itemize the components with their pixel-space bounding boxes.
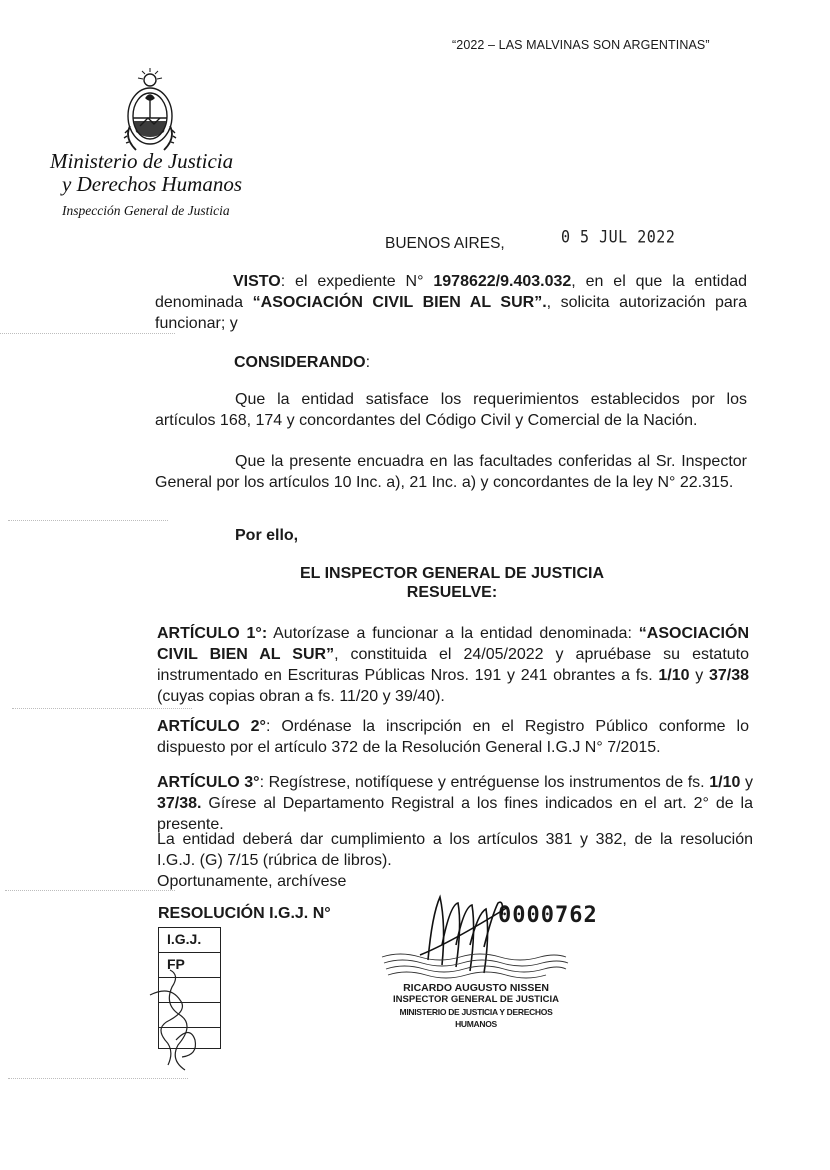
articulo-3-paragraph-2: La entidad deberá dar cumplimiento a los artículos 381 y 382, de la resolución I.G.J. (G) 7/15 (rúbrica de libros). <box>157 831 753 869</box>
initials-box-header: I.G.J. <box>159 928 220 953</box>
visto-paragraph <box>155 271 747 334</box>
articulo-3 <box>157 772 753 835</box>
scan-artifact <box>12 708 192 709</box>
visto-text-3: , solicita autorización para funcionar; y <box>155 294 747 332</box>
articulo-3-fs-1: 1/10 <box>709 774 741 791</box>
por-ello: Por ello, <box>235 527 299 544</box>
signer-ministry: MINISTERIO DE JUSTICIA Y DERECHOS HUMANOS <box>399 1007 553 1029</box>
considerando-paragraph-2: Que la presente encuadra en las facultades conferidas al Sr. Inspector General por los artículos 10 Inc. a), 21 Inc. a) y concordantes de la ley N° 22.315. <box>155 453 747 491</box>
considerando-paragraph-1: Que la entidad satisface los requerimientos establecidos por los artículos 168, 174 y concordantes del Código Civil y Comercial de la Nación. <box>155 391 747 429</box>
ministry-line-1: Ministerio de Justicia <box>50 149 234 173</box>
signer-title: INSPECTOR GENERAL DE JUSTICIA <box>393 994 559 1005</box>
scan-artifact <box>8 520 168 521</box>
resolves-heading <box>252 564 652 602</box>
articulo-1-text-4: (cuyas copias obran a fs. 11/20 y 39/40). <box>157 688 445 705</box>
visto-text-1: : el expediente N° <box>280 273 434 290</box>
motto-header: “2022 – LAS MALVINAS SON ARGENTINAS” <box>452 38 710 52</box>
considerando-heading <box>234 354 370 372</box>
argentina-coat-of-arms-icon <box>118 66 182 156</box>
articulo-1-text-1: Autorízase a funcionar a la entidad denominada: <box>267 625 639 642</box>
signature-icon <box>380 885 580 985</box>
resolves-heading-line-1: EL INSPECTOR GENERAL DE JUSTICIA <box>299 565 605 582</box>
considerando-colon: : <box>365 354 371 371</box>
considerando-label: CONSIDERANDO <box>234 354 366 371</box>
visto-text-2: , en el que la entidad denominada <box>155 273 748 311</box>
initials-box-initials: FP <box>159 953 220 978</box>
articulo-2 <box>157 716 749 758</box>
articulo-1-text-3: y <box>689 667 709 684</box>
visto-label: VISTO <box>233 273 281 290</box>
articulo-2-label: ARTÍCULO 2° <box>157 718 266 735</box>
place: BUENOS AIRES, <box>385 235 505 252</box>
articulo-2-text: : Ordénase la inscripción en el Registro Público conforme lo dispuesto por el artículo 372 de la Resolución General I.G.J N° 7/2015. <box>157 718 749 756</box>
articulo-1-entity: “ASOCIACIÓN CIVIL BIEN AL SUR” <box>157 625 749 663</box>
articulo-3-fs-2: 37/38. <box>157 795 202 812</box>
articulo-1-fs-1: 1/10 <box>658 667 690 684</box>
articulo-3-paragraph-3: Oportunamente, archívese <box>157 873 347 890</box>
resolves-heading-line-2: RESUELVE: <box>406 584 498 601</box>
articulo-3-label: ARTÍCULO 3° <box>157 774 260 791</box>
ministry-line-2: y Derechos Humanos <box>62 172 243 196</box>
scan-artifact <box>0 333 175 334</box>
resolution-number: 0000762 <box>498 903 598 928</box>
scan-artifact <box>5 890 175 891</box>
date-stamp: 0 5 JUL 2022 <box>561 226 676 248</box>
scan-artifact <box>8 1078 188 1079</box>
signer-name: RICARDO AUGUSTO NISSEN <box>403 982 549 994</box>
articulo-3-text-2: y <box>740 774 753 791</box>
initials-scribble-icon <box>140 965 220 1075</box>
expediente-number: 1978622/9.403.032 <box>433 273 572 290</box>
articulo-1 <box>157 623 749 707</box>
articulo-3-text-3: Gírese al Departamento Registral a los fines indicados en el art. 2° de la presente. <box>157 795 753 833</box>
articulo-3-text-1: : Regístrese, notifíquese y entréguense los instrumentos de fs. <box>259 774 710 791</box>
articulo-1-fs-2: 37/38 <box>708 667 750 684</box>
signature-stamp <box>381 982 571 1030</box>
department-name: Inspección General de Justicia <box>62 203 230 218</box>
articulo-1-text-2: , constituida el 24/05/2022 y apruébase su estatuto instrumentado en Escrituras Públicas Nros. 191 y 241 obrantes a fs. <box>157 646 750 684</box>
ministry-name <box>50 150 242 196</box>
entity-name: “ASOCIACIÓN CIVIL BIEN AL SUR”. <box>252 294 547 311</box>
resolution-label: RESOLUCIÓN I.G.J. N° <box>158 905 331 922</box>
articulo-1-label: ARTÍCULO 1°: <box>157 625 268 642</box>
